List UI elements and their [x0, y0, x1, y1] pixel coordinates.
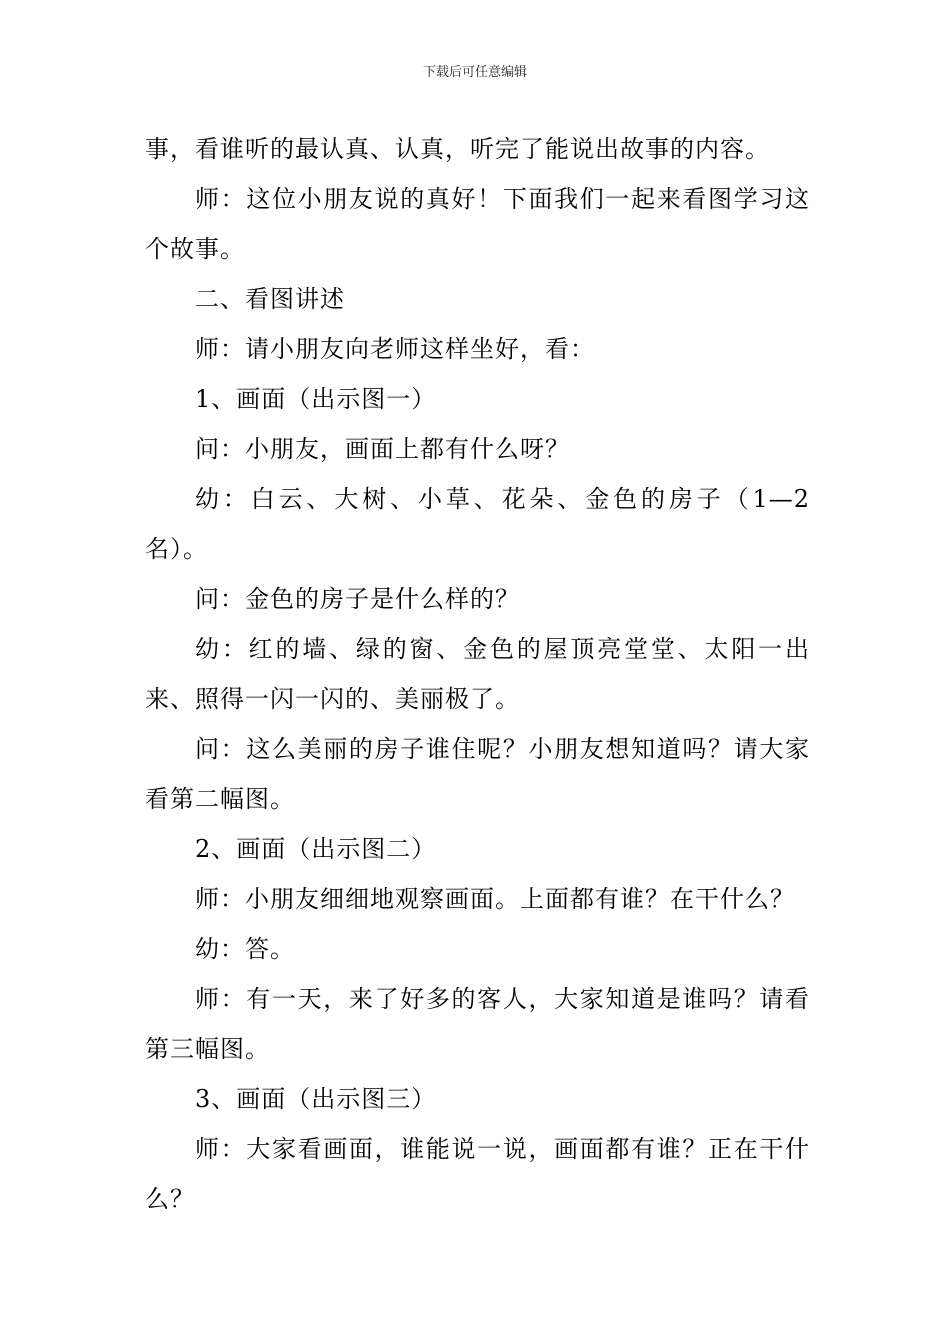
paragraph: 师：大家看画面，谁能说一说，画面都有谁？正在干什么？ — [145, 1135, 810, 1213]
paragraph: 1、画面（出示图一） — [195, 385, 437, 413]
paragraph: 师：请小朋友向老师这样坐好，看： — [195, 335, 595, 363]
paragraph: 事，看谁听的最认真、认真，听完了能说出故事的内容。 — [145, 135, 770, 163]
paragraph: 3、画面（出示图三） — [195, 1085, 437, 1113]
paragraph: 师：有一天，来了好多的客人，大家知道是谁吗？请看第三幅图。 — [145, 985, 810, 1063]
paragraph: 师：这位小朋友说的真好！下面我们一起来看图学习这个故事。 — [145, 185, 810, 263]
document-body — [145, 124, 810, 1224]
paragraph: 幼：答。 — [195, 935, 295, 963]
paragraph: 问：这么美丽的房子谁住呢？小朋友想知道吗？请大家看第二幅图。 — [145, 735, 810, 813]
paragraph: 问：小朋友，画面上都有什么呀？ — [195, 435, 570, 463]
paragraph: 2、画面（出示图二） — [195, 835, 437, 863]
page-header: 下载后可任意编辑 — [422, 65, 527, 80]
paragraph: 幼：白云、大树、小草、花朵、金色的房子（1—2名）。 — [145, 485, 810, 563]
paragraph: 师：小朋友细细地观察画面。上面都有谁？在干什么？ — [195, 885, 795, 913]
section-heading: 二、看图讲述 — [195, 285, 345, 313]
paragraph: 幼：红的墙、绿的窗、金色的屋顶亮堂堂、太阳一出来、照得一闪一闪的、美丽极了。 — [145, 635, 810, 713]
paragraph: 问：金色的房子是什么样的？ — [195, 585, 520, 613]
